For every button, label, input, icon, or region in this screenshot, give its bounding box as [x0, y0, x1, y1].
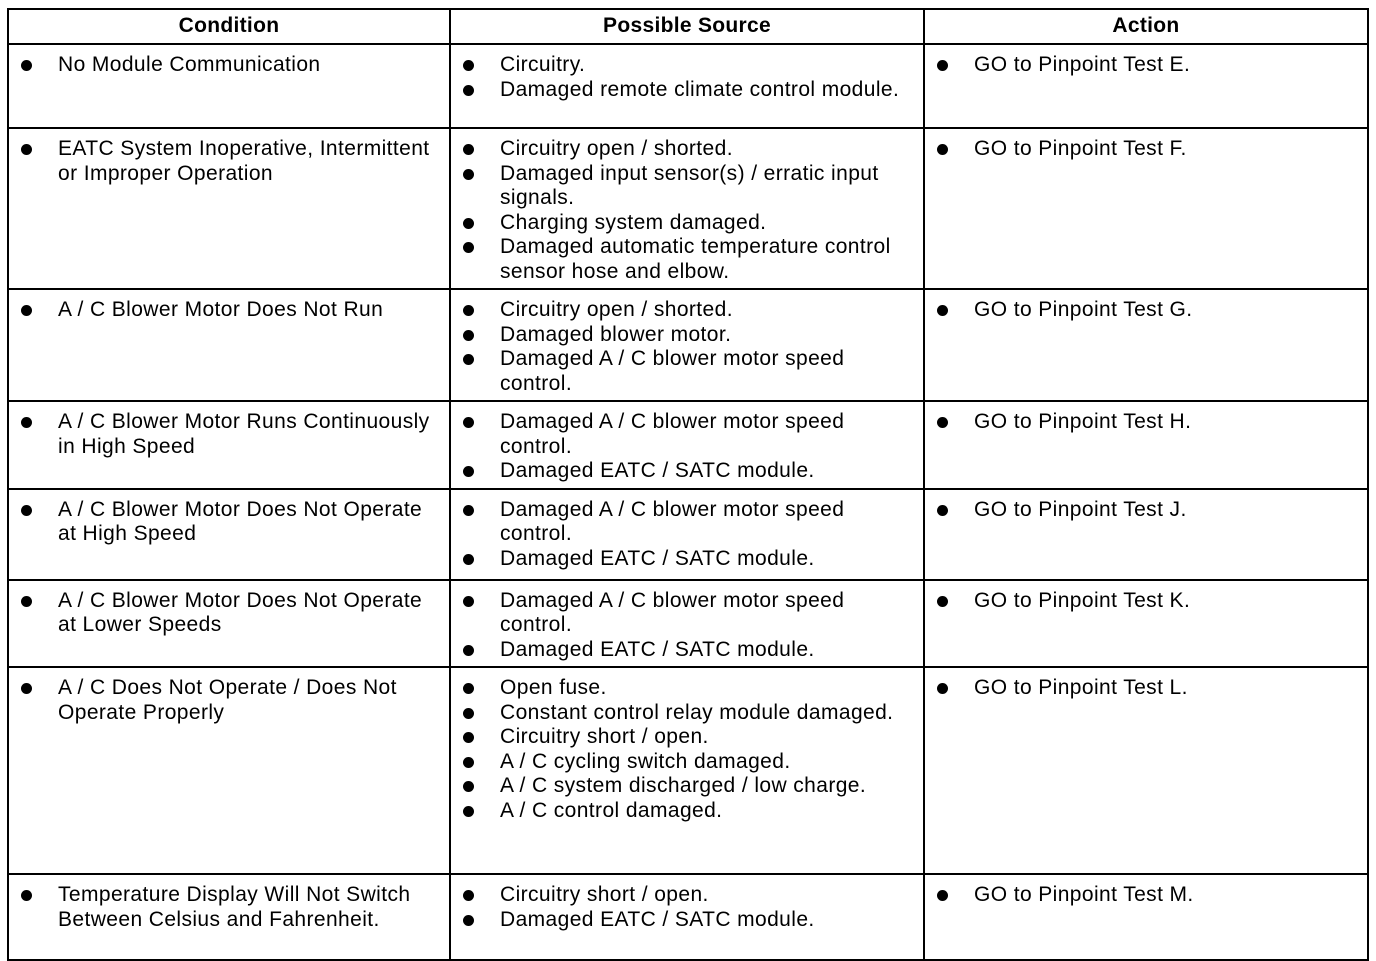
bullet-item: Damaged A / C blower motor speed control. [457, 347, 919, 396]
bullet-item: A / C Does Not Operate / Does Not Operate Properly [15, 676, 445, 725]
table-row [8, 489, 1368, 580]
bullet-list [931, 883, 1363, 908]
table-row [8, 667, 1368, 874]
bullet-item: GO to Pinpoint Test H. [931, 410, 1363, 435]
header-condition: Condition [8, 9, 450, 44]
condition-cell [8, 874, 450, 960]
bullet-item: A / C control damaged. [457, 799, 919, 824]
condition-cell [8, 667, 450, 874]
bullet-item: Damaged automatic temperature control sensor hose and elbow. [457, 235, 919, 284]
table-row [8, 401, 1368, 489]
bullet-item: Damaged EATC / SATC module. [457, 908, 919, 933]
bullet-list [15, 53, 445, 78]
bullet-item: Damaged blower motor. [457, 323, 919, 348]
action-cell [924, 874, 1368, 960]
bullet-item: GO to Pinpoint Test F. [931, 137, 1363, 162]
bullet-list [931, 53, 1363, 78]
bullet-item: Constant control relay module damaged. [457, 701, 919, 726]
action-cell [924, 44, 1368, 128]
bullet-item: GO to Pinpoint Test E. [931, 53, 1363, 78]
action-cell [924, 128, 1368, 289]
bullet-item: A / C Blower Motor Does Not Operate at Lower Speeds [15, 589, 445, 638]
action-cell [924, 667, 1368, 874]
bullet-item: Circuitry open / shorted. [457, 298, 919, 323]
bullet-item: A / C Blower Motor Does Not Operate at High Speed [15, 498, 445, 547]
bullet-list [15, 498, 445, 547]
bullet-list [457, 298, 919, 396]
bullet-list [457, 676, 919, 823]
bullet-list [931, 589, 1363, 614]
bullet-list [931, 676, 1363, 701]
bullet-item: A / C Blower Motor Does Not Run [15, 298, 445, 323]
table-row [8, 580, 1368, 668]
table-row [8, 44, 1368, 128]
action-cell [924, 489, 1368, 580]
bullet-item: GO to Pinpoint Test M. [931, 883, 1363, 908]
condition-cell [8, 44, 450, 128]
bullet-list [457, 883, 919, 932]
bullet-list [457, 498, 919, 572]
bullet-item: No Module Communication [15, 53, 445, 78]
possible-source-cell [450, 580, 924, 668]
action-cell [924, 580, 1368, 668]
bullet-list [457, 137, 919, 284]
possible-source-cell [450, 289, 924, 401]
bullet-item: Open fuse. [457, 676, 919, 701]
table-row [8, 128, 1368, 289]
action-cell [924, 289, 1368, 401]
bullet-list [457, 589, 919, 663]
possible-source-cell [450, 874, 924, 960]
header-row [8, 9, 1368, 44]
bullet-item: Temperature Display Will Not Switch Between Celsius and Fahrenheit. [15, 883, 445, 932]
bullet-list [15, 883, 445, 932]
bullet-item: Damaged EATC / SATC module. [457, 638, 919, 663]
bullet-list [931, 137, 1363, 162]
bullet-list [931, 298, 1363, 323]
bullet-item: Damaged EATC / SATC module. [457, 547, 919, 572]
bullet-item: A / C Blower Motor Runs Continuously in High Speed [15, 410, 445, 459]
bullet-item: Circuitry short / open. [457, 883, 919, 908]
possible-source-cell [450, 44, 924, 128]
possible-source-cell [450, 128, 924, 289]
bullet-list [15, 298, 445, 323]
bullet-list [15, 676, 445, 725]
table-body [8, 44, 1368, 960]
bullet-item: Charging system damaged. [457, 211, 919, 236]
header-action: Action [924, 9, 1368, 44]
bullet-item: Damaged EATC / SATC module. [457, 459, 919, 484]
action-cell [924, 401, 1368, 489]
bullet-item: Damaged A / C blower motor speed control. [457, 589, 919, 638]
bullet-item: EATC System Inoperative, Intermittent or Improper Operation [15, 137, 445, 186]
bullet-list [931, 410, 1363, 435]
bullet-list [457, 53, 919, 102]
condition-cell [8, 128, 450, 289]
diagnosis-table [7, 8, 1369, 961]
table-row [8, 874, 1368, 960]
bullet-list [15, 137, 445, 186]
bullet-item: GO to Pinpoint Test K. [931, 589, 1363, 614]
table-row [8, 289, 1368, 401]
bullet-item: GO to Pinpoint Test J. [931, 498, 1363, 523]
bullet-item: Circuitry short / open. [457, 725, 919, 750]
bullet-list [15, 410, 445, 459]
bullet-item: Circuitry open / shorted. [457, 137, 919, 162]
condition-cell [8, 289, 450, 401]
bullet-item: Circuitry. [457, 53, 919, 78]
bullet-item: GO to Pinpoint Test L. [931, 676, 1363, 701]
condition-cell [8, 401, 450, 489]
possible-source-cell [450, 667, 924, 874]
bullet-list [15, 589, 445, 638]
bullet-item: A / C system discharged / low charge. [457, 774, 919, 799]
bullet-item: Damaged remote climate control module. [457, 78, 919, 103]
header-possible-source: Possible Source [450, 9, 924, 44]
bullet-list [457, 410, 919, 484]
bullet-item: Damaged input sensor(s) / erratic input signals. [457, 162, 919, 211]
bullet-item: Damaged A / C blower motor speed control. [457, 410, 919, 459]
bullet-item: A / C cycling switch damaged. [457, 750, 919, 775]
bullet-item: GO to Pinpoint Test G. [931, 298, 1363, 323]
possible-source-cell [450, 489, 924, 580]
bullet-list [931, 498, 1363, 523]
bullet-item: Damaged A / C blower motor speed control. [457, 498, 919, 547]
possible-source-cell [450, 401, 924, 489]
condition-cell [8, 580, 450, 668]
condition-cell [8, 489, 450, 580]
